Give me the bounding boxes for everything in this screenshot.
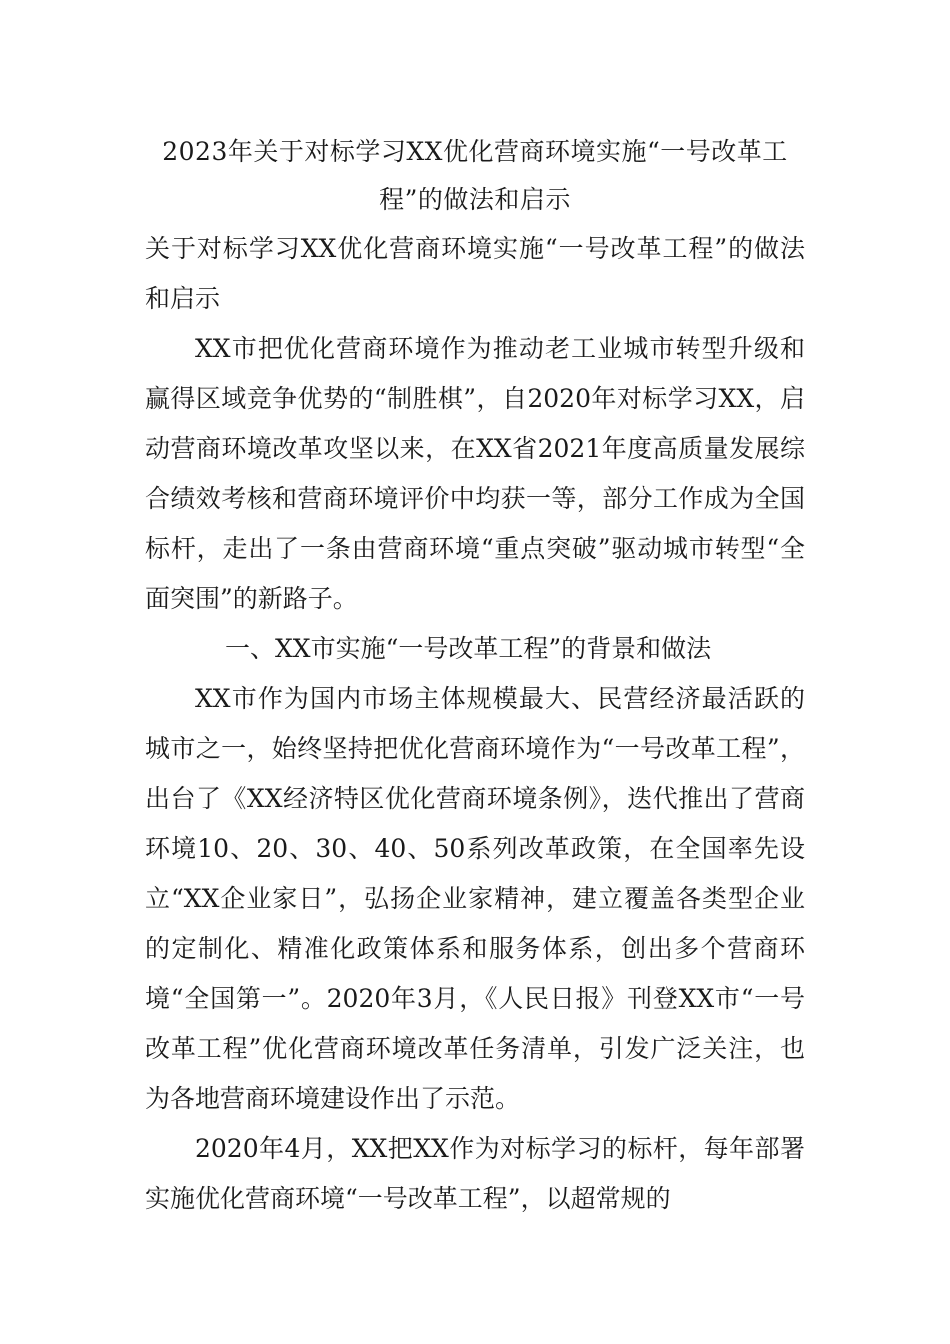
document-page	[145, 128, 805, 1224]
document-title: 2023年关于对标学习XX优化营商环境实施“一号改革工程”的做法和启示	[162, 137, 788, 214]
paragraph-intro: XX市把优化营商环境作为推动老工业城市转型升级和赢得区域竞争优势的“制胜棋”，自2020年对标学习XX，启动营商环境改革攻坚以来，在XX省2021年度高质量发展综合绩效考核和营商环境评价中均获一等，部分工作成为全国标杆，走出了一条由营商环境“重点突破”驱动城市转型“全面突围”的新路子。	[145, 334, 805, 613]
section-heading-1: 一、XX市实施“一号改革工程”的背景和做法	[225, 634, 712, 663]
paragraph-background: XX市作为国内市场主体规模最大、民营经济最活跃的城市之一，始终坚持把优化营商环境作为“一号改革工程”，出台了《XX经济特区优化营商环境条例》，迭代推出了营商环境10、20、30、40、50系列改革政策，在全国率先设立“XX企业家日”，弘扬企业家精神，建立覆盖各类型企业的定制化、精准化政策体系和服务体系，创出多个营商环境“全国第一”。2020年3月，《人民日报》刊登XX市“一号改革工程”优化营商环境改革任务清单，引发广泛关注，也为各地营商环境建设作出了示范。	[145, 684, 805, 1113]
paragraph-2020: 2020年4月，XX把XX作为对标学习的标杆，每年部署实施优化营商环境“一号改革工程”，以超常规的	[145, 1134, 805, 1213]
document-subtitle: 关于对标学习XX优化营商环境实施“一号改革工程”的做法和启示	[145, 234, 805, 313]
